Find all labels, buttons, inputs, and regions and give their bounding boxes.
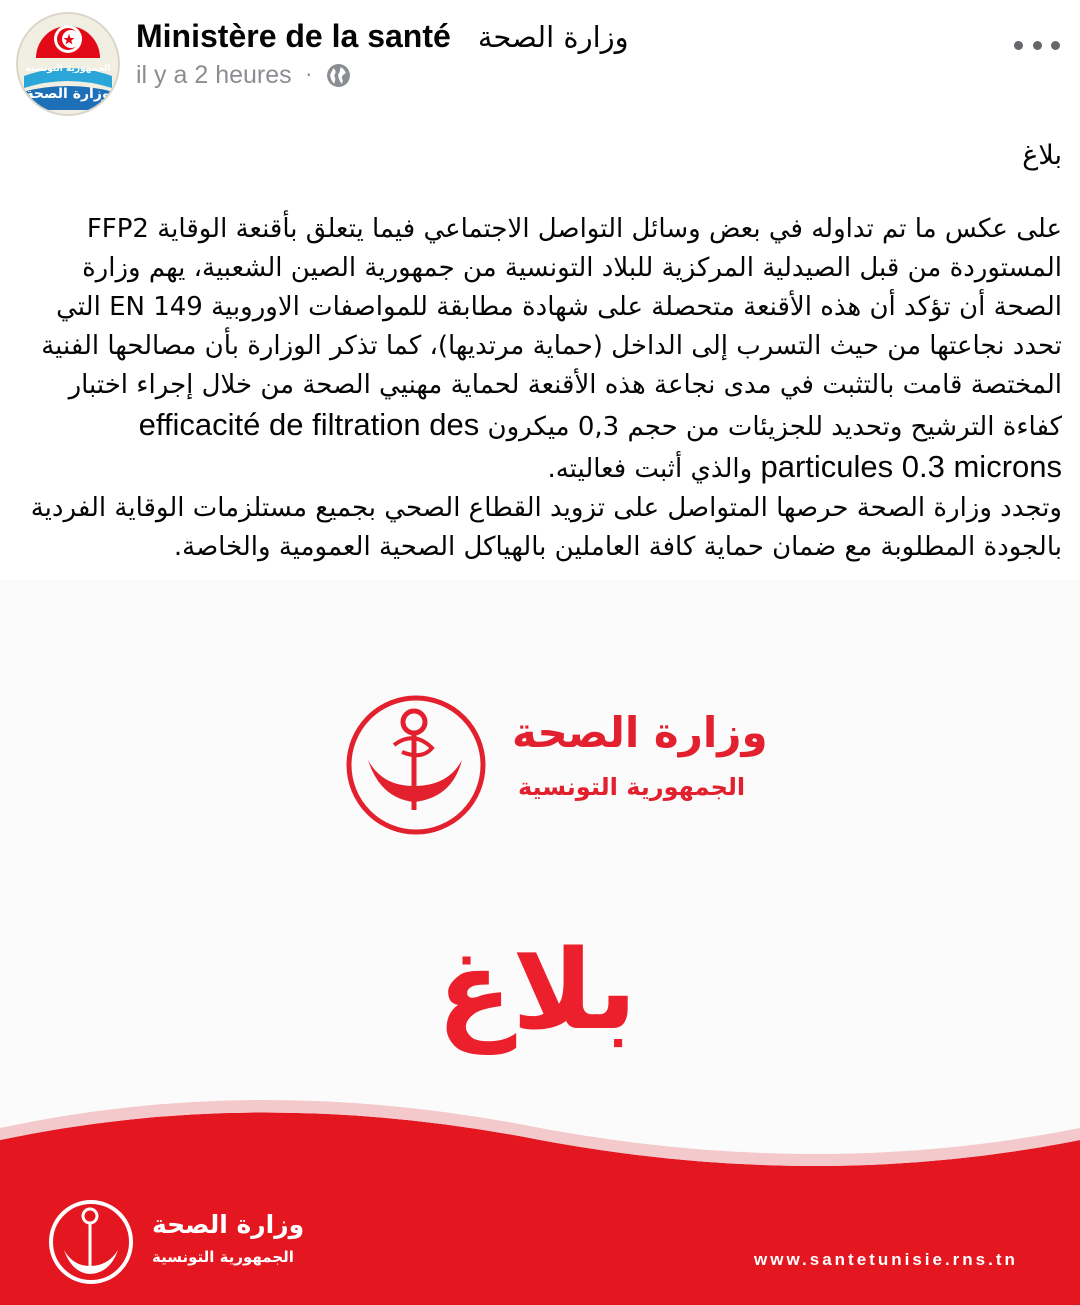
author-line	[136, 18, 629, 58]
avatar-text-bottom: وزارة الصحة	[25, 86, 111, 102]
image-footer-title: وزارة الصحة	[152, 1210, 305, 1239]
post-body	[18, 210, 1062, 567]
ministry-emblem-icon	[349, 698, 483, 832]
meta-separator: ·	[305, 63, 312, 87]
image-footer-subtitle: الجمهورية التونسية	[152, 1248, 294, 1266]
globe-icon	[326, 63, 351, 88]
page-avatar[interactable]	[16, 12, 120, 116]
author-name[interactable]: Ministère de la santé	[136, 18, 451, 54]
post-title: بلاغ	[1022, 140, 1062, 171]
author-name-arabic[interactable]: وزارة الصحة	[477, 19, 629, 54]
paragraph-1-end: والذي أثبت فعاليته.	[547, 454, 753, 484]
more-options-button[interactable]	[1014, 30, 1060, 60]
paragraph-1-latin: efficacité de filtration des particules 0.3 microns	[138, 407, 1062, 484]
paragraph-1-arabic: على عكس ما تم تداوله في بعض وسائل التواصل الاجتماعي فيما يتعلق بأقنعة الوقاية FFP2 المستوردة من قبل الصيدلية المركزية للبلاد التونسية من جمهورية الصين الشعبية، يهم وزارة الصحة أن تؤكد أن هذه الأقنعة متحصلة على شهادة مطابقة للمواصفات الاوروبية EN 149 التي تحدد نجاعتها من حيث التسرب إلى الداخل (حماية مرتديها)، كما تذكر الوزارة بأن مصالحها الفنية المختصة قامت بالتثبت في مدى نجاعة هذه الأقنعة لحماية مهنيي الصحة من خلال إجراء اختبار كفاءة الترشيح وتحديد للجزيئات من حجم 0,3 ميكرون	[41, 214, 1062, 442]
post-meta	[136, 58, 351, 92]
post-image[interactable]	[0, 580, 1080, 1305]
post-paragraph-1	[18, 210, 1062, 489]
avatar-text-top: الجمهورية التونسية	[25, 64, 111, 74]
image-logo-subtitle: الجمهورية التونسية	[518, 773, 746, 801]
post-header	[0, 0, 1080, 120]
post-timestamp[interactable]: il y a 2 heures	[136, 60, 292, 89]
image-logo-title: وزارة الصحة	[512, 708, 768, 757]
post-paragraph-2: وتجدد وزارة الصحة حرصها المتواصل على تزويد القطاع الصحي بجميع مستلزمات الوقاية الفردية بالجودة المطلوبة مع ضمان حماية كافة العاملين بالهياكل الصحية العمومية والخاصة.	[30, 493, 1062, 562]
image-footer-url: www.santetunisie.rns.tn	[754, 1250, 1018, 1269]
more-options-icon	[1014, 41, 1023, 50]
image-headline: بلاغ	[437, 926, 637, 1054]
